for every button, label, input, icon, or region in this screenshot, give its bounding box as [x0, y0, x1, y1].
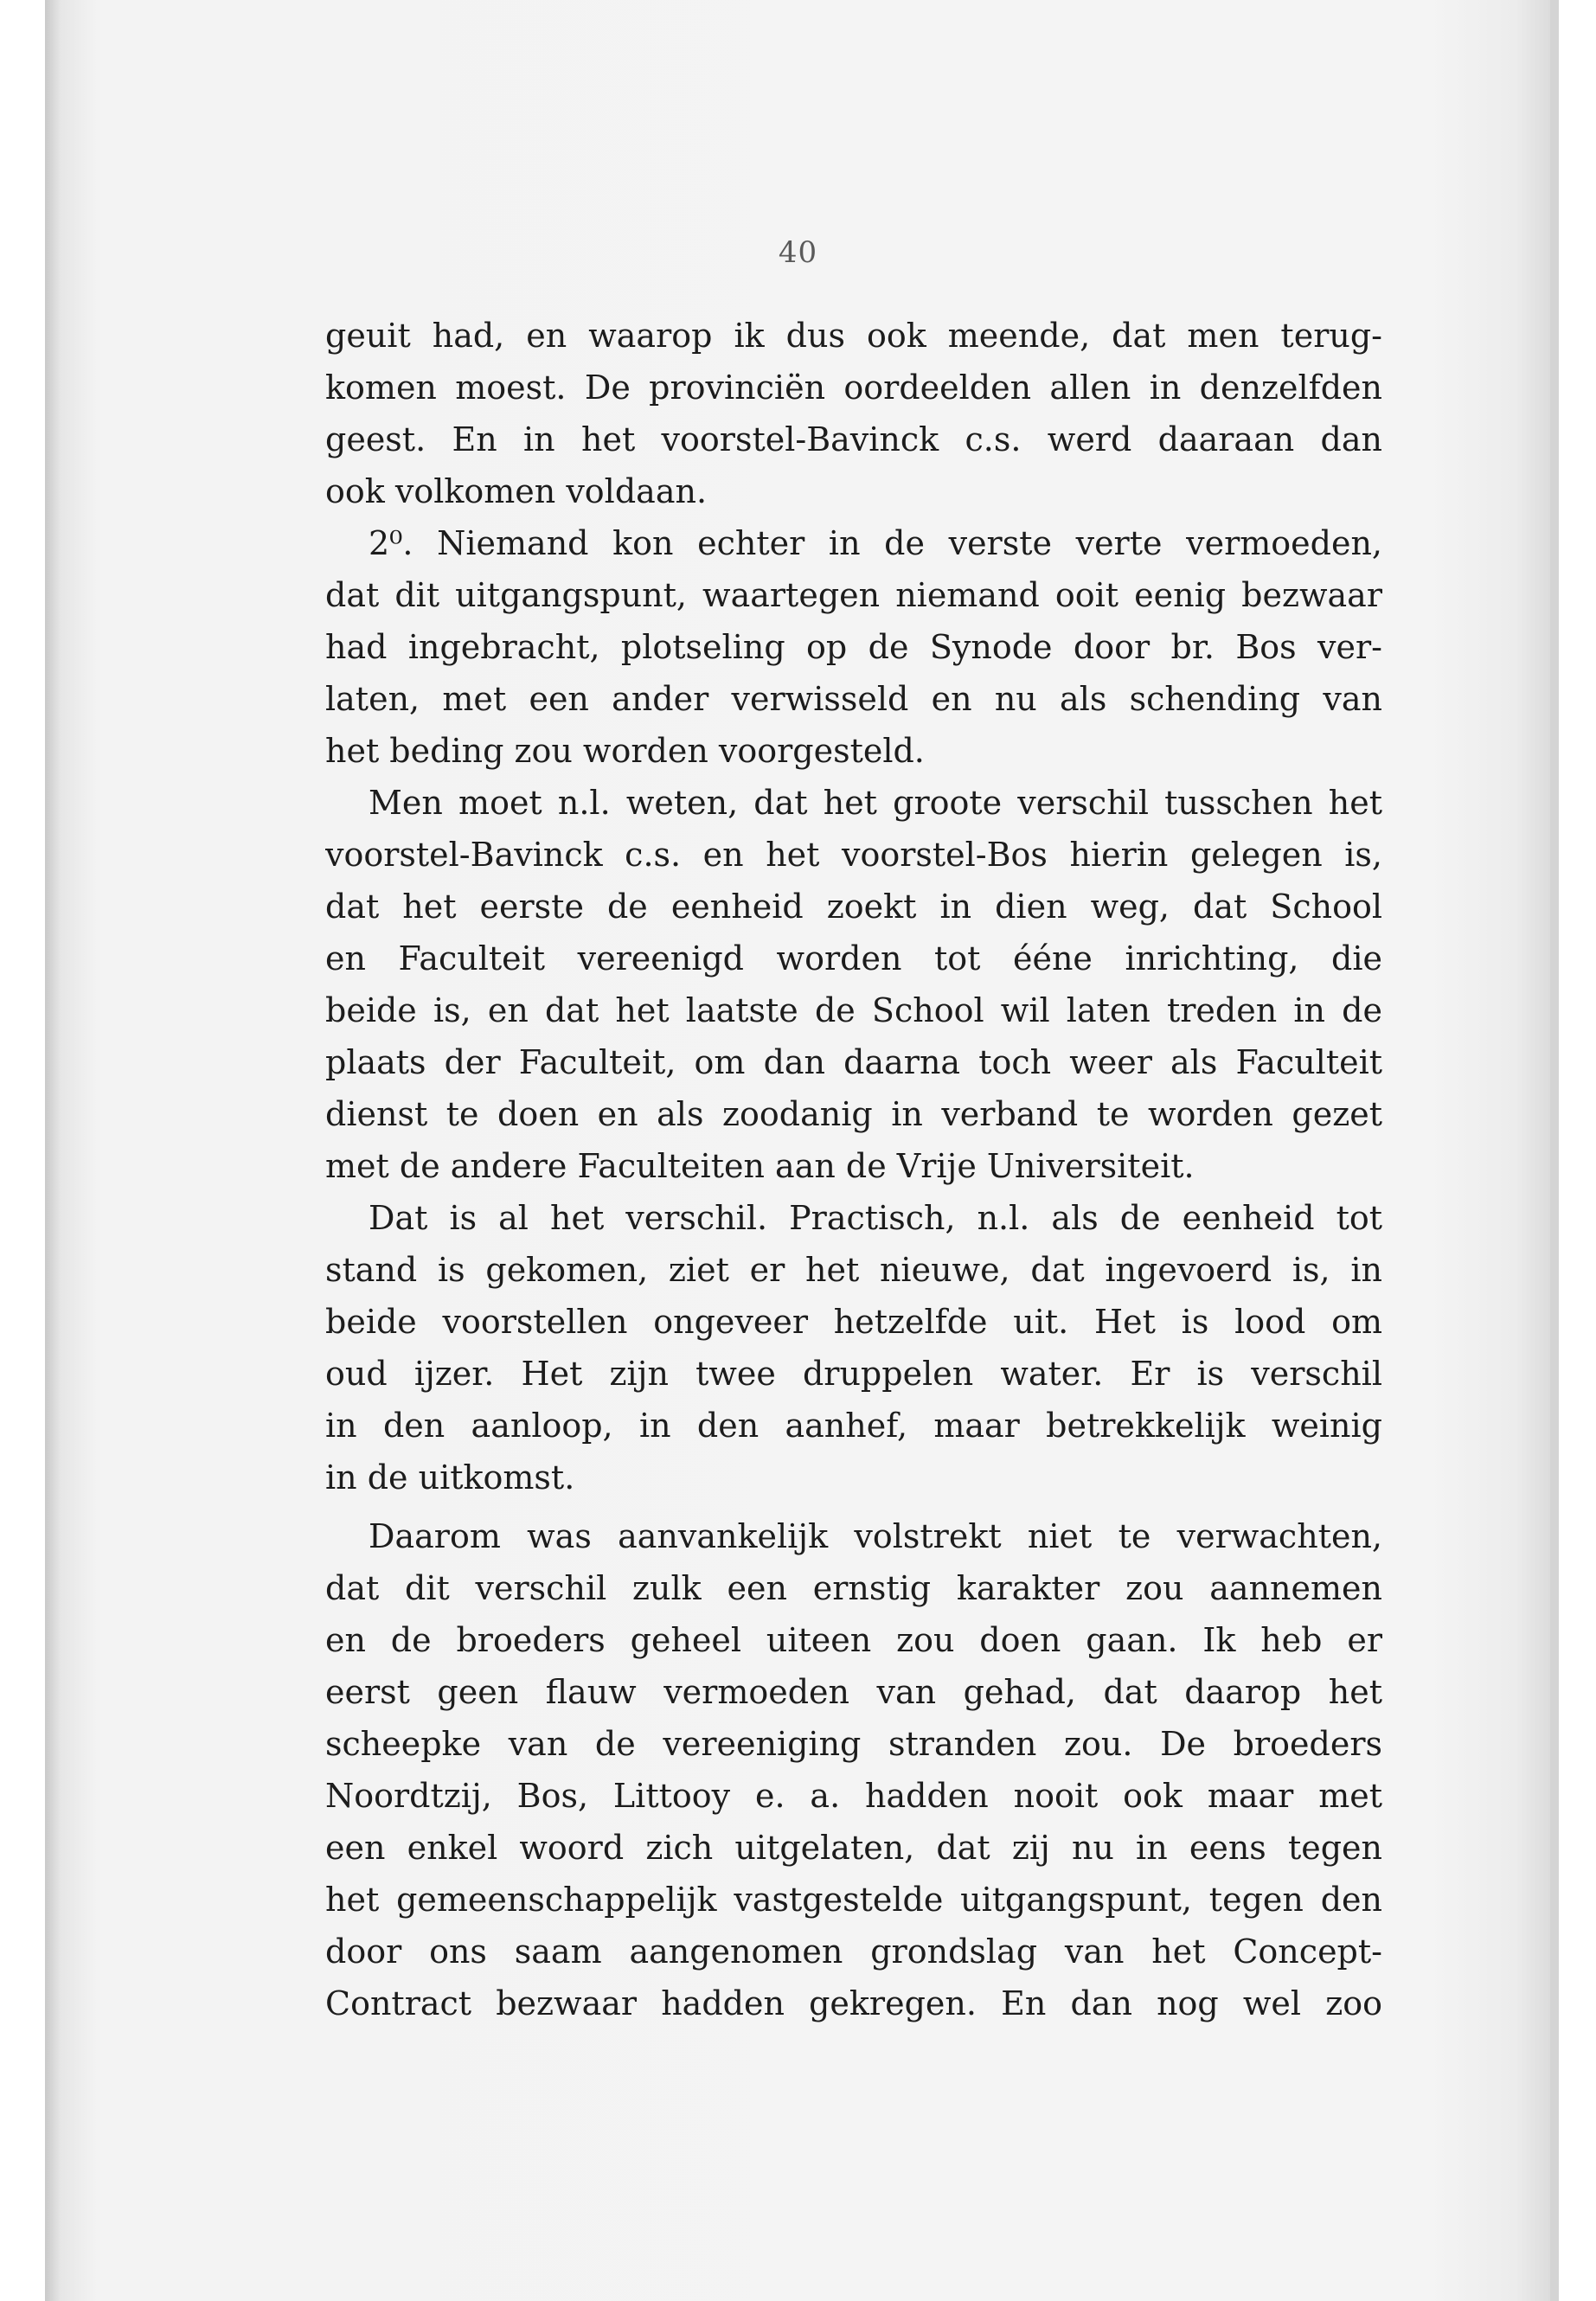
text-line: voorstel-Bavinck c.s. en het voorstel-Bos hierin gelegen is,: [325, 836, 1382, 874]
text-line: Men moet n.l. weten, dat het groote verschil tusschen het: [369, 784, 1382, 822]
text-line: beide voorstellen ongeveer hetzelfde uit. Het is lood om: [325, 1303, 1382, 1341]
text-line: scheepke van de vereeniging stranden zou. De broeders: [325, 1725, 1382, 1763]
text-line: en de broeders geheel uiteen zou doen gaan. Ik heb er: [325, 1621, 1382, 1659]
text-line: met de andere Faculteiten aan de Vrije Universiteit.: [325, 1147, 1195, 1185]
text-line: geuit had, en waarop ik dus ook meende, dat men terug-: [325, 317, 1382, 355]
text-line: Dat is al het verschil. Practisch, n.l. als de eenheid tot: [369, 1199, 1382, 1237]
text-line: eerst geen flauw vermoeden van gehad, dat daarop het: [325, 1673, 1382, 1711]
text-line: door ons saam aangenomen grondslag van het Concept-: [325, 1932, 1382, 1971]
text-line: het gemeenschappelijk vastgestelde uitgangspunt, tegen den: [325, 1881, 1382, 1919]
text-line: ook volkomen voldaan.: [325, 472, 708, 510]
text-line: komen moest. De provinciën oordeelden allen in denzelfden: [325, 369, 1382, 407]
text-line: in de uitkomst.: [325, 1458, 575, 1497]
text-line: oud ijzer. Het zijn twee druppelen water. Er is verschil: [325, 1355, 1382, 1393]
text-line: een enkel woord zich uitgelaten, dat zij nu in eens tegen: [325, 1829, 1382, 1867]
text-line: dat het eerste de eenheid zoekt in dien weg, dat School: [325, 888, 1382, 926]
text-line: Noordtzij, Bos, Littooy e. a. hadden nooit ook maar met: [325, 1777, 1382, 1815]
text-line: dat dit verschil zulk een ernstig karakter zou aannemen: [325, 1569, 1382, 1607]
text-line: dat dit uitgangspunt, waartegen niemand ooit eenig bezwaar: [325, 576, 1382, 614]
text-line: in den aanloop, in den aanhef, maar betrekkelijk weinig: [325, 1407, 1382, 1445]
text-line: beide is, en dat het laatste de School wil laten treden in de: [325, 991, 1382, 1029]
text-line: geest. En in het voorstel-Bavinck c.s. werd daaraan dan: [325, 420, 1382, 458]
text-line: 2⁰. Niemand kon echter in de verste verte vermoeden,: [369, 524, 1382, 562]
text-line: had ingebracht, plotseling op de Synode door br. Bos ver-: [325, 628, 1382, 666]
paper-edge-right: [1550, 0, 1559, 2301]
text-line: Daarom was aanvankelijk volstrekt niet te verwachten,: [369, 1517, 1382, 1555]
text-line: Contract bezwaar hadden gekregen. En dan nog wel zoo: [325, 1984, 1382, 2022]
body-text: [325, 310, 1382, 2029]
text-line: stand is gekomen, ziet er het nieuwe, dat ingevoerd is, in: [325, 1251, 1382, 1289]
text-line: laten, met een ander verwisseld en nu als schending van: [325, 680, 1382, 718]
page-number: 40: [778, 235, 818, 270]
text-line: plaats der Faculteit, om dan daarna toch weer als Faculteit: [325, 1043, 1382, 1081]
paragraph-gap: [325, 1503, 1382, 1510]
text-line: het beding zou worden voorgesteld.: [325, 732, 925, 770]
text-line: en Faculteit vereenigd worden tot ééne inrichting, die: [325, 939, 1382, 977]
text-line: dienst te doen en als zoodanig in verband te worden gezet: [325, 1095, 1382, 1133]
